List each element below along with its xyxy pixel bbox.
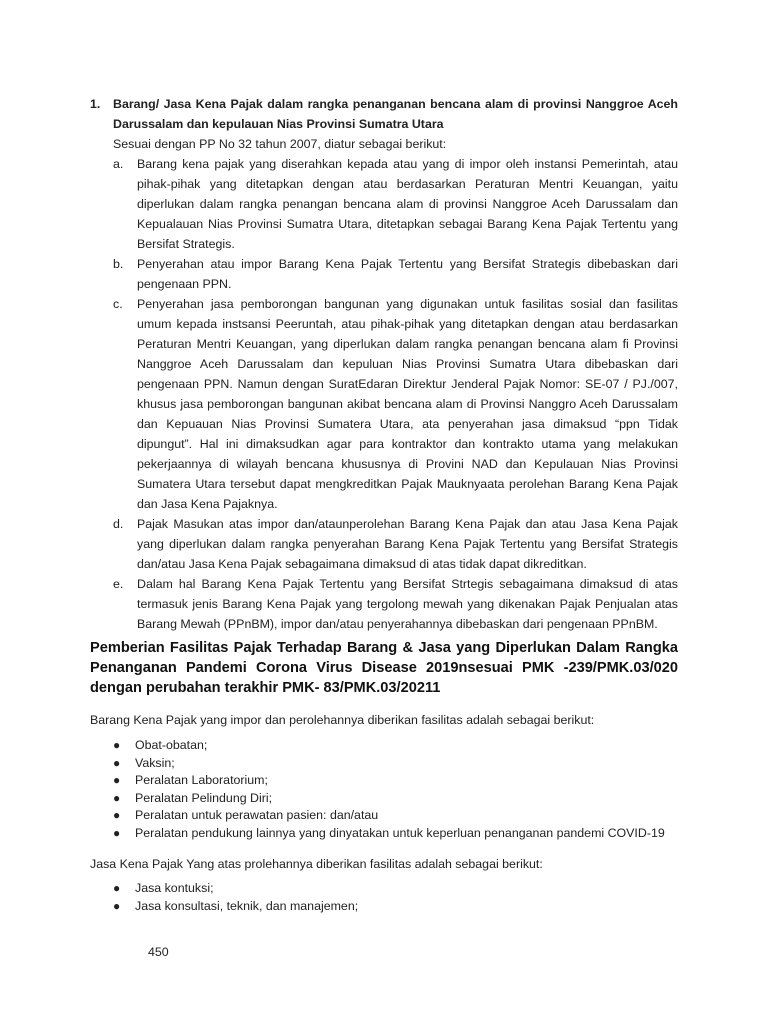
list-item [113, 898, 693, 916]
services-list [113, 880, 693, 915]
section-heading: Pemberian Fasilitas Pajak Terhadap Barang & Jasa yang Diperlukan Dalam Rangka Penanganan Pandemi Corona Virus Disease 2019nsesuai PMK -239/PMK.03/020 dengan perubahan terakhir PMK- 83/PMK.03/20211 [90, 640, 678, 696]
list-item-text: Vaksin; [135, 755, 175, 770]
list-item-text: Peralatan Laboratorium; [135, 773, 268, 788]
item-letter: e. [113, 577, 124, 591]
list-item-text: Peralatan untuk perawatan pasien: dan/atau [135, 808, 379, 823]
item-letter: d. [113, 517, 124, 531]
bullet-icon: ● [113, 898, 121, 913]
item-letter: c. [113, 297, 123, 311]
item-letter: b. [113, 257, 124, 271]
list-item [113, 737, 693, 755]
list-item [113, 880, 693, 898]
item-text: Penyerahan atau impor Barang Kena Pajak Tertentu yang Bersifat Strategis dibebaskan dari pengenaan PPN. [137, 257, 678, 291]
section-intro: Sesuai dengan PP No 32 tahun 2007, diatur sebagai berikut: [113, 137, 447, 151]
list-item [113, 825, 693, 843]
list-item-text: Peralatan Pelindung Diri; [135, 790, 273, 805]
bullet-icon: ● [113, 825, 121, 840]
item-text: Pajak Masukan atas impor dan/ataunperolehan Barang Kena Pajak dan atau Jasa Kena Pajak yang diperlukan dalam rangka penyerahan Barang Kena Pajak Tertentu yang Bersifat Strategis dan/atau Jasa Kena Pajak sebagaimana dimaksud di atas tidak dapat dikreditkan. [137, 517, 678, 571]
section-number: 1. [90, 97, 101, 111]
list-item [113, 772, 693, 790]
bullet-icon: ● [113, 808, 121, 823]
list-item-text: Jasa konsultasi, teknik, dan manajemen; [135, 898, 359, 913]
bullet-icon: ● [113, 790, 121, 805]
section-title: Barang/ Jasa Kena Pajak dalam rangka penanganan bencana alam di provinsi Nanggroe Aceh Darussalam dan kepulauan Nias Provinsi Sumatra Utara [113, 97, 678, 131]
bullet-icon: ● [113, 881, 121, 895]
goods-list [113, 737, 693, 843]
item-text: Dalam hal Barang Kena Pajak Tertentu yang Bersifat Strtegis sebagaimana dimaksud di atas termasuk jenis Barang Kena Pajak yang tergolong mewah yang dikenakan Pajak Penjualan atas Barang Mewah (PPnBM), impor dan/atau penyerahannya dibebaskan dari pengenaan PPnBM. [137, 577, 678, 631]
list-item-text: Jasa kontuksi; [135, 881, 214, 895]
list-item-text: Obat-obatan; [135, 738, 208, 752]
bullet-icon: ● [113, 755, 121, 770]
item-text: Barang kena pajak yang diserahkan kepada atau yang di impor oleh instansi Pemerintah, atau pihak-pihak yang ditetapkan dengan atau berdasarkan Peraturan Mentri Keuangan, yaitu diperlukan dalam rangka penangan bencana alam di provinsi Nanggroe Aceh Darussalam dan Kepualauan Nias Provinsi Sumatra Utara, ditetapkan sebagai Barang Kena Pajak Tertentu yang Bersifat Strategis. [137, 157, 678, 251]
list-item [113, 807, 693, 825]
services-intro: Jasa Kena Pajak Yang atas prolehannya diberikan fasilitas adalah sebagai berikut: [90, 857, 543, 871]
goods-intro: Barang Kena Pajak yang impor dan perolehannya diberikan fasilitas adalah sebagai berikut: [90, 713, 595, 727]
list-item [113, 755, 693, 773]
list-item-text: Peralatan pendukung lainnya yang dinyatakan untuk keperluan penanganan pandemi COVID-19 [135, 825, 665, 840]
bullet-icon: ● [113, 773, 121, 788]
bullet-icon: ● [113, 738, 121, 752]
list-item [113, 790, 693, 808]
item-text: Penyerahan jasa pemborongan bangunan yang digunakan untuk fasilitas sosial dan fasilitas umum kepada instsansi Peeruntah, atau pihak-pihak yang ditetapkan dengan atau berdasarkan Peraturan Mentri Keuangan, yang diperlukan dalam rangka penangan bencana alam fi Provinsi Nanggroe Aceh Darussalam dan kepuluan Nias Provinsi Sumatra Utara dibebaskan dari pengenaan PPN. Namun dengan SuratEdaran Direktur Jenderal Pajak Nomor: SE-07 / PJ./007, khusus jasa pemborongan bangunan akibat bencana alam di Provinsi Nanggro Aceh Darussalam dan Kepuauan Nias Provinsi Sumatera Utara, ata penyerahan jasa dimaksud “ppn Tidak dipungut”. Hal ini dimaksudkan agar para kontraktor dan kontrakto utama yang melakukan pekerjaannya di wilayah bencana khususnya di Provini NAD dan Kepulauan Nias Provinsi Sumatera Utara tersebut dapat mengkreditkan Pajak Mauknyaata perolehan Barang Kena Pajak dan Jasa Kena Pajaknya. [137, 297, 678, 511]
item-letter: a. [113, 157, 124, 171]
page-number: 450 [148, 945, 169, 959]
